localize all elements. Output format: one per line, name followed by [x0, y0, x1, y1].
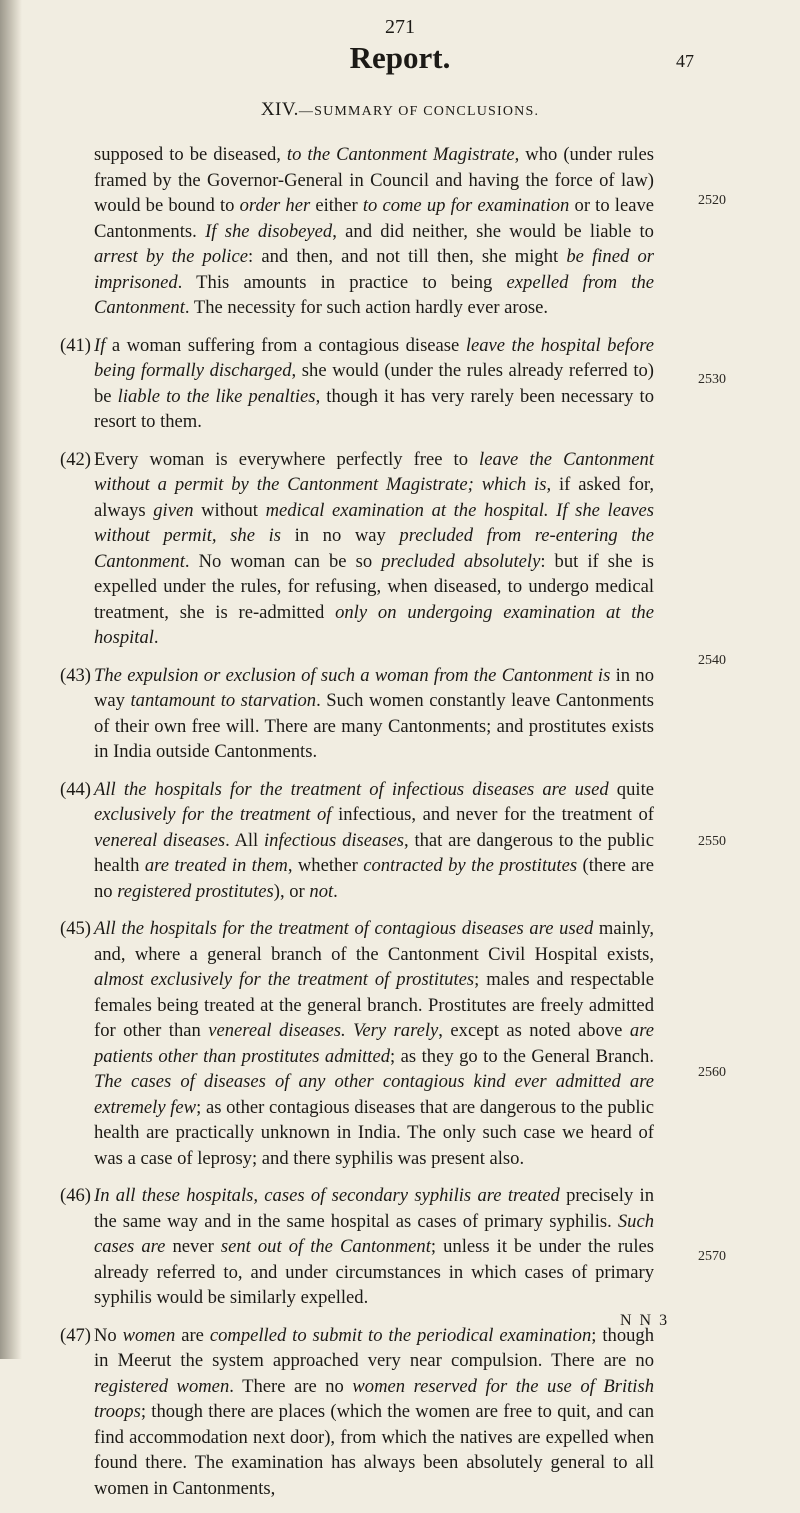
margin-line-number: 2530 [698, 372, 726, 387]
paragraph-text: supposed to be diseased, to the Cantonment Magistrate, who (under rules framed by the Governor-General in Council and having the force of law) would be bound to order her either to come up for examination or to leave Cantonments. If she disobeyed, and did neither, she would be liable to arrest by the police: and then, and not till then, she might be fined or imprisoned. This amounts in practice to being expelled from the Cantonment. The necessity for such action hardly ever arose. [94, 144, 655, 318]
paragraph-number: (45) [60, 918, 91, 939]
section-title: —SUMMARY OF CONCLUSIONS. [298, 104, 540, 119]
paragraph-text: No women are compelled to submit to the periodical examination; though in Meerut the system approached very near compulsion. There are no registered women. There are no women reserved for the use of British troops; though there are places (which the women are free to quit, and can find accommodation next door), from which the natives are expelled when found there. The examination has always been absolutely general to all women in Cantonments, [94, 1324, 655, 1499]
page-number: 47 [676, 51, 694, 71]
paragraph-text: In all these hospitals, cases of secondary syphilis are treated precisely in the same way and in the same hospital as cases of primary syphilis. Such cases are never sent out of the Cantonment; unless it be under the rules already referred to, and under circumstances in which cases of primary syphilis would be similarly expelled. [94, 1185, 654, 1308]
margin-line-number: 2560 [698, 1065, 726, 1080]
section-heading [0, 99, 800, 121]
paragraph-text: If a woman suffering from a contagious disease leave the hospital before being formally discharged, she would (under the rules already referred to) be liable to the like penalties, though it has very rarely been necessary to resort to them. [94, 334, 655, 432]
paragraph-number: (41) [60, 334, 91, 356]
paragraph-45 [0, 916, 800, 1171]
paragraph-text: Every woman is everywhere perfectly free to leave the Cantonment without a permit by the Cantonment Magistrate; which is, if asked for, always given without medical examination at the hospital. If she leaves without permit, she is in no way precluded from re-entering the Cantonment. No woman can be so precluded absolutely: but if she is expelled under the rules, for refusing, when diseased, to undergo medical treatment, she is re-admitted only on undergoing examination at the hospital. [94, 448, 654, 648]
paragraph-number: (46) [60, 1185, 91, 1206]
margin-line-number: 2520 [698, 193, 726, 208]
printer-signature: N N 3 [620, 1312, 670, 1329]
paragraph-41 [0, 333, 800, 435]
margin-line-number: 2540 [698, 653, 726, 668]
document-body [0, 142, 800, 1513]
paragraph-text: The expulsion or exclusion of such a woman from the Cantonment is in no way tantamount to starvation. Such women constantly leave Cantonments of their own free will. There are many Cantonments; and prostitutes exists in India outside Cantonments. [94, 664, 654, 762]
paragraph-text: All the hospitals for the treatment of infectious diseases are used quite exclusively for the treatment of infectious, and never for the treatment of venereal diseases. All infectious diseases, that are dangerous to the public health are treated in them, whether contracted by the prostitutes (there are no registered prostitutes), or not. [94, 778, 654, 902]
top-page-number: 271 [385, 16, 415, 38]
paragraph-text: All the hospitals for the treatment of contagious diseases are used mainly, and, where a general branch of the Cantonment Civil Hospital exists, almost exclusively for the treatment of prostitutes; males and respectable females being treated at the general branch. Prostitutes are freely admitted for other than venereal diseases. Very rarely, except as noted above are patients other than prostitutes admitted; as they go to the General Branch. The cases of diseases of any other contagious kind ever admitted are extremely few; as other contagious diseases that are dangerous to the public health are practically unknown in India. The only such case we heard of was a case of leprosy; and there syphilis was present also. [94, 918, 655, 1169]
paragraph-number: (43) [60, 664, 91, 686]
paragraph-43 [0, 663, 800, 765]
margin-line-number: 2550 [698, 834, 726, 849]
paragraph-46 [0, 1183, 800, 1311]
paragraph-number: (42) [60, 448, 91, 470]
paragraph-42 [0, 447, 800, 651]
paragraph-number: (44) [60, 778, 91, 800]
paragraph-47 [0, 1323, 800, 1502]
paragraph-number: (47) [60, 1324, 91, 1346]
section-number: XIV. [260, 99, 299, 120]
report-title: Report. [349, 40, 451, 75]
paragraph-44 [0, 777, 800, 905]
margin-line-number: 2570 [698, 1249, 726, 1264]
paragraph-continuation [0, 142, 800, 321]
